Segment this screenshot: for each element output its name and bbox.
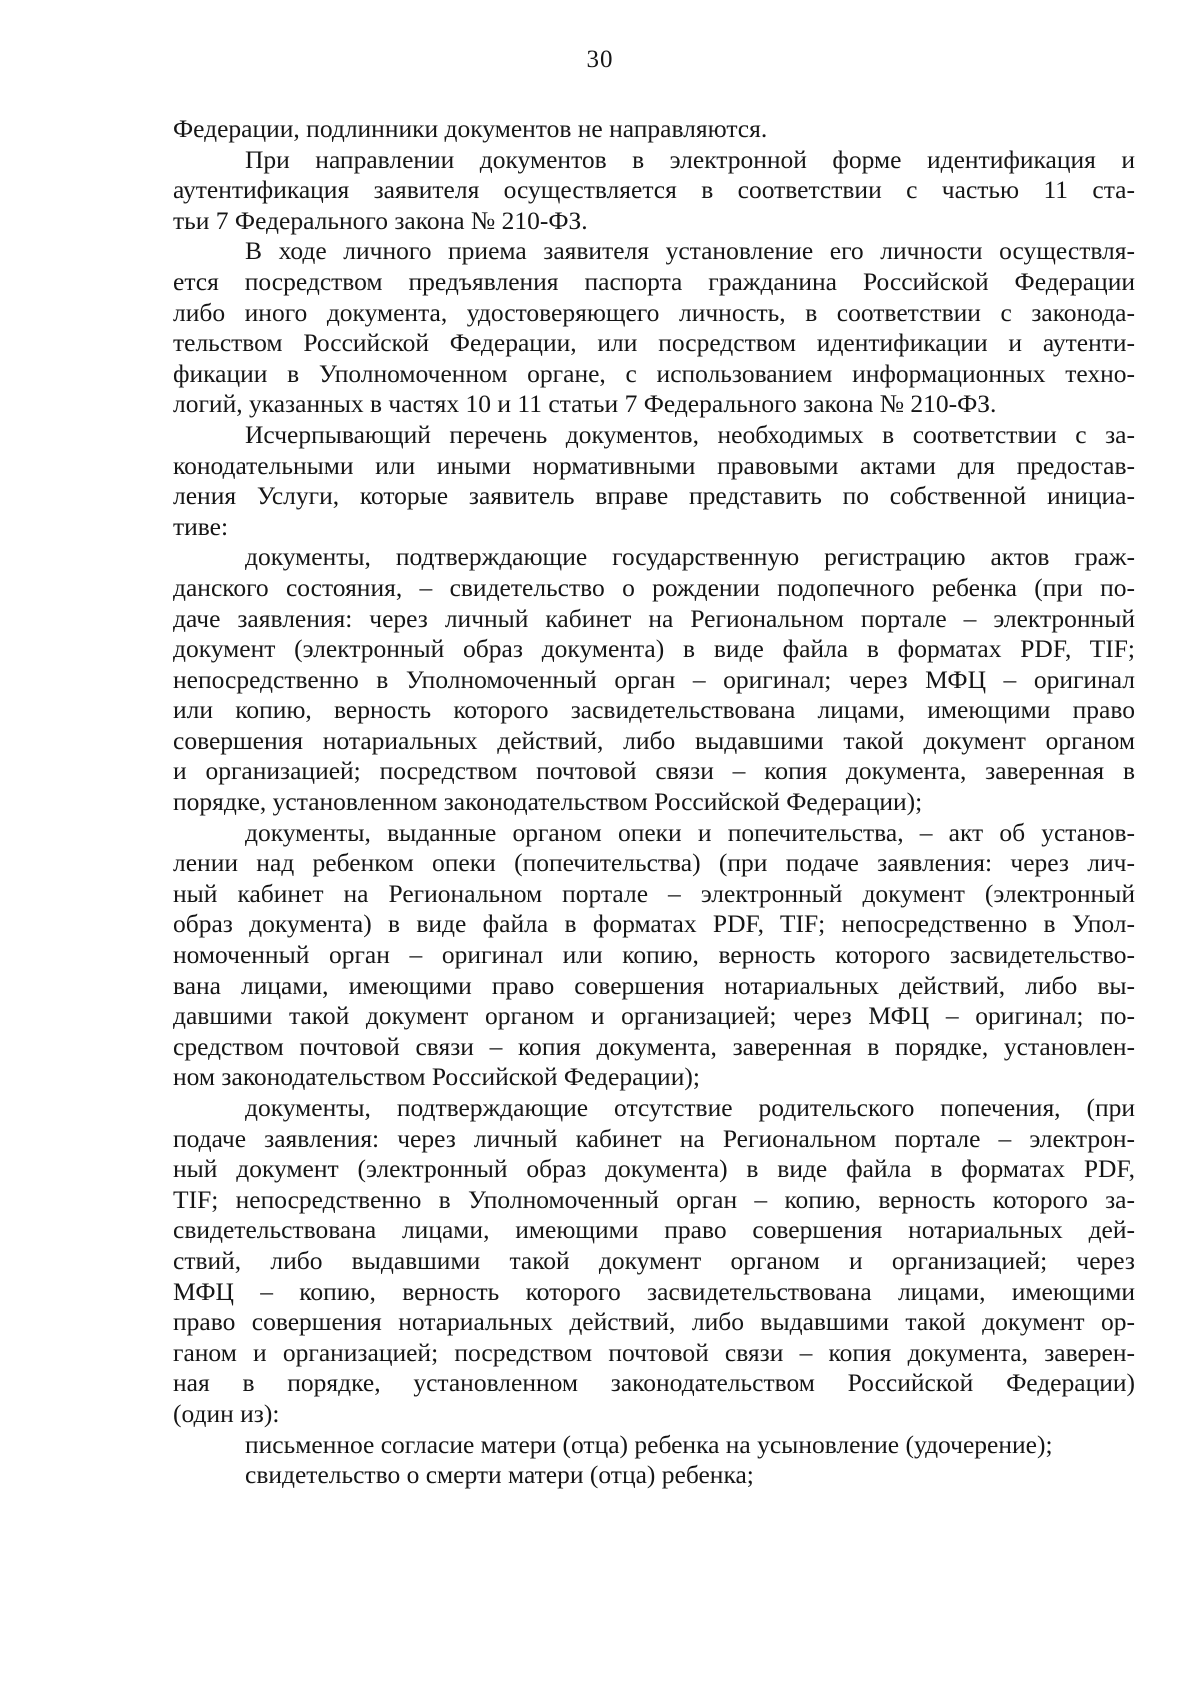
text-line: и организацией; посредством почтовой связи – копия документа, заверенная в <box>173 756 1135 786</box>
text-line: данского состояния, – свидетельство о рождении подопечного ребенка (при по- <box>173 572 1135 602</box>
text-line: ном законодательством Российской Федерации); <box>173 1062 700 1092</box>
text-line: В ходе личного приема заявителя установление его личности осуществля- <box>245 236 1135 266</box>
text-line: ный кабинет на Региональном портале – электронный документ (электронный <box>173 878 1135 908</box>
text-line: совершения нотариальных действий, либо выдавшими такой документ органом <box>173 725 1135 755</box>
text-line: ный документ (электронный образ документа) в виде файла в форматах PDF, <box>173 1154 1135 1184</box>
text-line: МФЦ – копию, верность которого засвидетельствована лицами, имеющими <box>173 1276 1135 1306</box>
text-line: вана лицами, имеющими право совершения нотариальных действий, либо вы- <box>173 970 1135 1000</box>
text-line: образ документа) в виде файла в форматах PDF, TIF; непосредственно в Упол- <box>173 909 1135 939</box>
text-line: тельством Российской Федерации, или посредством идентификации и аутенти- <box>173 328 1135 358</box>
text-line: документы, выданные органом опеки и попечительства, – акт об установ- <box>245 817 1135 847</box>
text-line: непосредственно в Уполномоченный орган – оригинал; через МФЦ – оригинал <box>173 664 1135 694</box>
text-line: давшими такой документ органом и организацией; через МФЦ – оригинал; по- <box>173 1001 1135 1031</box>
text-line: тиве: <box>173 511 229 541</box>
text-line: номоченный орган – оригинал или копию, верность которого засвидетельство- <box>173 940 1135 970</box>
text-line: подаче заявления: через личный кабинет на Региональном портале – электрон- <box>173 1123 1135 1153</box>
text-line: свидетельствована лицами, имеющими право совершения нотариальных дей- <box>173 1215 1135 1245</box>
text-line: даче заявления: через личный кабинет на Региональном портале – электронный <box>173 603 1135 633</box>
text-line: ная в порядке, установленном законодательством Российской Федерации) <box>173 1368 1135 1398</box>
text-line: тьи 7 Федерального закона № 210-ФЗ. <box>173 205 588 235</box>
text-line: лении над ребенком опеки (попечительства) (при подаче заявления: через лич- <box>173 848 1135 878</box>
text-line: средством почтовой связи – копия документа, заверенная в порядке, установлен- <box>173 1031 1135 1061</box>
text-line: ления Услуги, которые заявитель вправе представить по собственной инициа- <box>173 481 1135 511</box>
text-line: письменное согласие матери (отца) ребенка на усыновление (удочерение); <box>245 1429 1053 1459</box>
text-line: документы, подтверждающие государственную регистрацию актов граж- <box>245 542 1135 572</box>
text-line: ется посредством предъявления паспорта гражданина Российской Федерации <box>173 266 1135 296</box>
text-line: право совершения нотариальных действий, либо выдавшими такой документ ор- <box>173 1307 1135 1337</box>
text-line: либо иного документа, удостоверяющего личность, в соответствии с законода- <box>173 297 1135 327</box>
text-line: конодательными или иными нормативными правовыми актами для предостав- <box>173 450 1135 480</box>
text-line: ствий, либо выдавшими такой документ органом и организацией; через <box>173 1245 1135 1275</box>
text-line: фикации в Уполномоченном органе, с использованием информационных техно- <box>173 358 1135 388</box>
text-line: свидетельство о смерти матери (отца) ребенка; <box>245 1460 754 1490</box>
text-line: документ (электронный образ документа) в виде файла в форматах PDF, TIF; <box>173 634 1135 664</box>
body-text <box>173 114 1135 1491</box>
text-line: TIF; непосредственно в Уполномоченный орган – копию, верность которого за- <box>173 1184 1135 1214</box>
page-number: 30 <box>586 46 614 73</box>
text-line: логий, указанных в частях 10 и 11 статьи 7 Федерального закона № 210-ФЗ. <box>173 389 997 419</box>
text-line: порядке, установленном законодательством Российской Федерации); <box>173 787 923 817</box>
text-line: Исчерпывающий перечень документов, необходимых в соответствии с за- <box>245 419 1135 449</box>
text-line: ганом и организацией; посредством почтовой связи – копия документа, заверен- <box>173 1337 1135 1367</box>
text-line: Федерации, подлинники документов не направляются. <box>173 114 768 143</box>
text-line: (один из): <box>173 1398 280 1428</box>
text-line: документы, подтверждающие отсутствие родительского попечения, (при <box>245 1093 1135 1122</box>
text-line: аутентификация заявителя осуществляется в соответствии с частью 11 ста- <box>173 175 1135 205</box>
text-line: При направлении документов в электронной форме идентификация и <box>245 144 1135 174</box>
text-line: или копию, верность которого засвидетельствована лицами, имеющими право <box>173 695 1135 725</box>
